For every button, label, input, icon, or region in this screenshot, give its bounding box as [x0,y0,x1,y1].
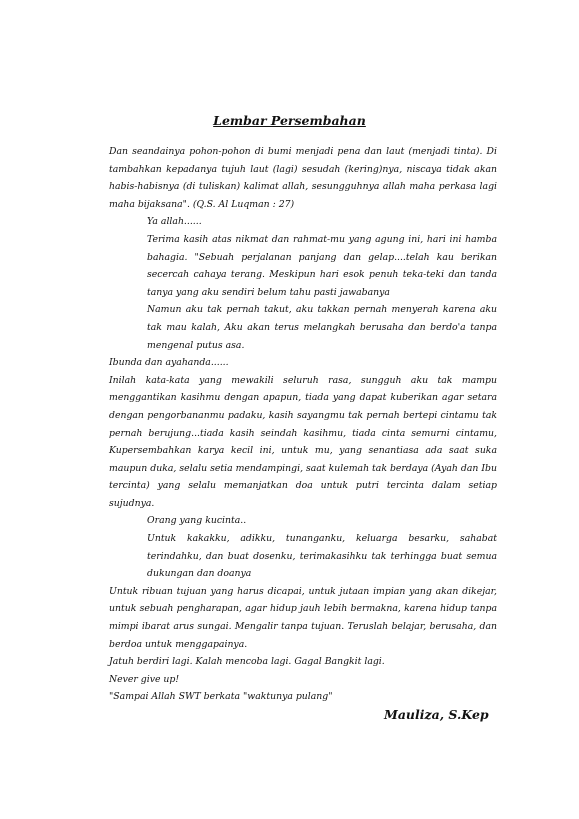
prayer-opening: Ya allah...... [147,216,202,228]
parents-opening: Ibunda dan ayahanda...... [109,357,229,369]
motto-line-2: Never give up! [109,673,180,685]
prayer-paragraph-2: Namun aku tak pernah takut, aku takkan pernah menyerah karena aku tak mau kalah, Aku akan terus melangkah berusaha dan berdo'a tanpa mengenal putus asa. [147,304,497,351]
motto-line-1: Jatuh berdiri lagi. Kalah mencoba lagi. Gagal Bangkit lagi. [109,656,385,668]
closing-paragraph: Untuk ribuan tujuan yang harus dicapai, untuk jutaan impian yang akan dikejar, untuk sebuah pengharapan, agar hidup jauh lebih bermakna, karena hidup tanpa mimpi ibarat arus sungai. Mengalir tanpa tujuan. Teruslah belajar, berusaha, dan berdoa untuk menggapainya. [109,585,497,650]
prayer-paragraph-1: Terima kasih atas nikmat dan rahmat-mu yang agung ini, hari ini hamba bahagia. "Sebuah perjalanan panjang dan gelap....telah kau berikan secercah cahaya terang. Meskipun hari esok penuh teka-teki dan tanda tanya yang aku sendiri belum tahu pasti jawabanya [147,233,497,298]
author-signature: Mauliza, S.Kep [384,707,489,722]
motto-line-3: "Sampai Allah SWT berkata "waktunya pulang" [109,691,333,703]
loved-ones-opening: Orang yang kucinta.. [147,515,247,527]
page-title: Lembar Persembahan [213,113,366,128]
dedication-body [109,143,497,706]
parents-paragraph: Inilah kata-kata yang mewakili seluruh rasa, sungguh aku tak mampu menggantikan kasihmu dengan apapun, tiada yang dapat kuberikan agar setara dengan pengorbananmu padaku, kasih sayangmu tak pernah bertepi cintamu tak pernah berujung...tiada kasih seindah kasihmu, tiada cinta semurni cintamu, Kupersembahkan karya kecil ini, untuk mu, yang senantiasa ada saat suka maupun duka, selalu setia mendampingi, saat kulemah tak berdaya (Ayah dan Ibu tercinta) yang selalu memanjatkan doa untuk putri tercinta dalam setiap sujudnya. [109,374,497,509]
quran-quote: Dan seandainya pohon-pohon di bumi menjadi pena dan laut (menjadi tinta). Di tambahkan kepadanya tujuh laut (lagi) sesudah (kering)nya, niscaya tidak akan habis-habisnya (di tuliskan) kalimat allah, sesungguhnya allah maha perkasa lagi maha bijaksana". (Q.S. Al Luqman : 27) [109,146,497,210]
loved-ones-paragraph: Untuk kakakku, adikku, tunanganku, keluarga besarku, sahabat terindahku, dan buat dosenku, terimakasihku tak terhingga buat semua dukungan dan doanya [147,533,497,580]
